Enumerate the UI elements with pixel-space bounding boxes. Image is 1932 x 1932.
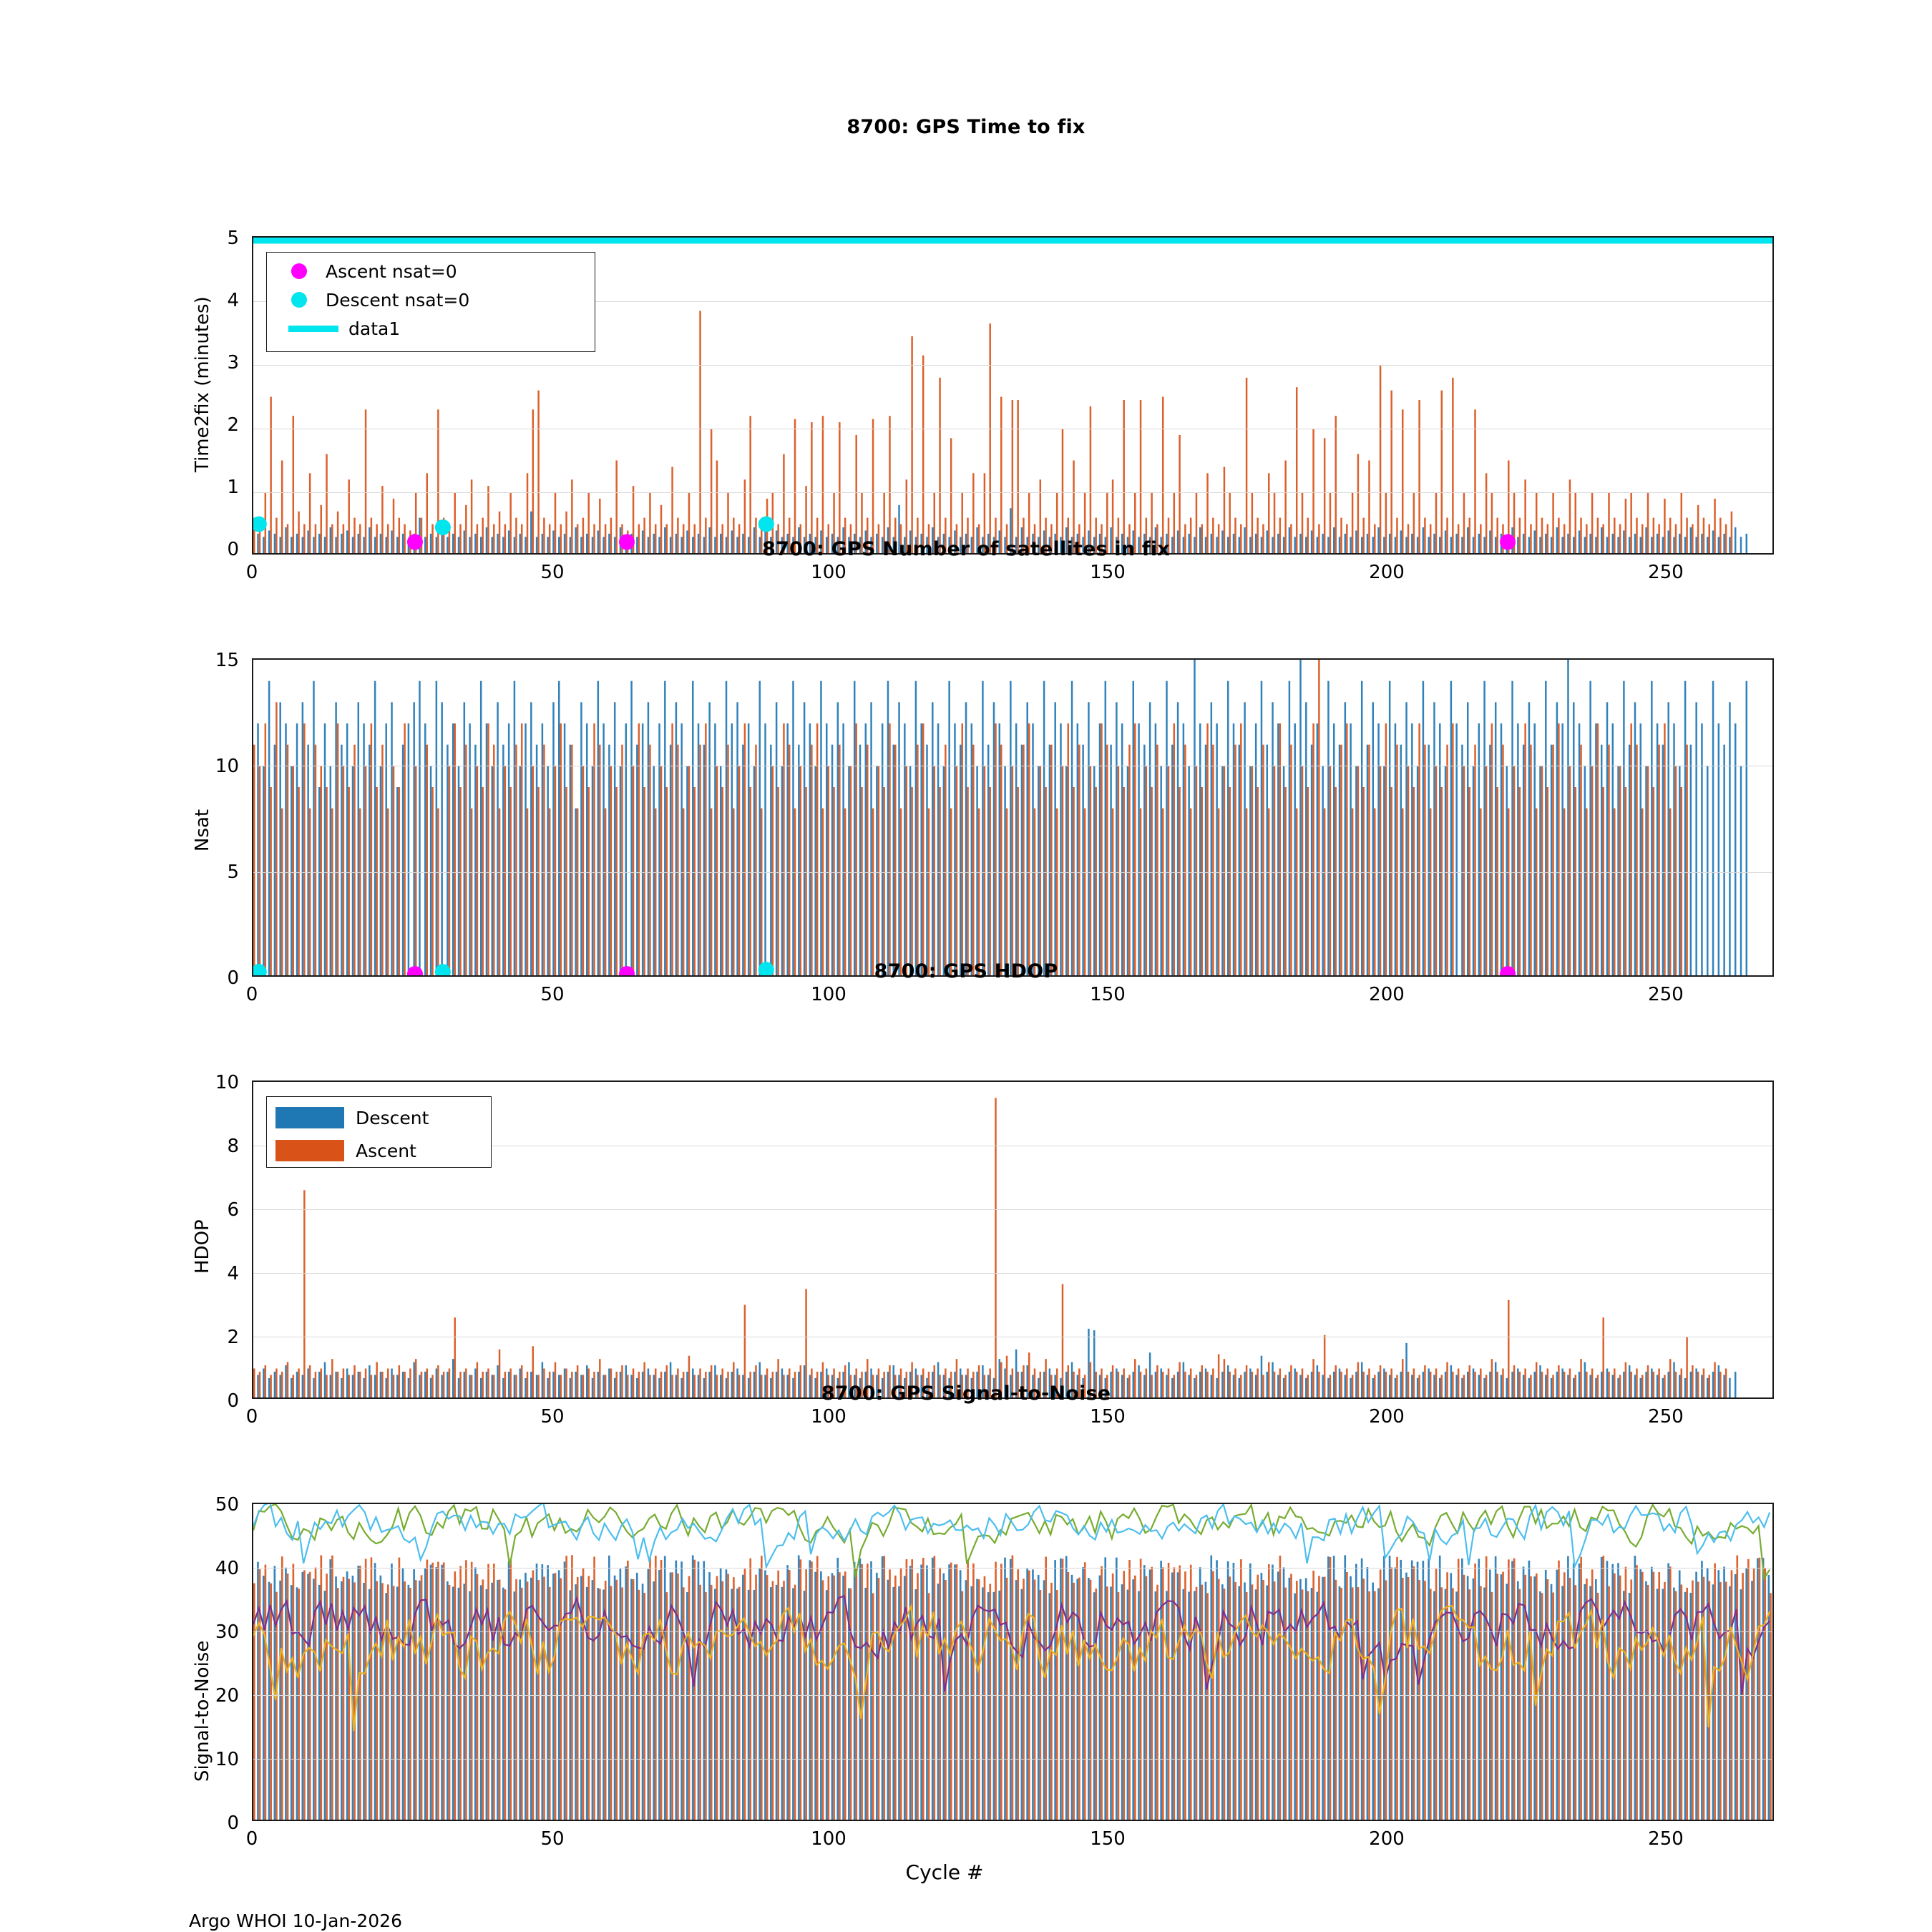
ytick-0-1: 1 <box>227 477 239 498</box>
xtick-1-200: 200 <box>1369 984 1405 1005</box>
ylabel-nsat: Nsat <box>192 809 213 852</box>
ytick-3-50: 50 <box>215 1494 239 1516</box>
xtick-2-50: 50 <box>540 1406 565 1428</box>
ylabel-time-to-fix: Time2fix (minutes) <box>192 296 213 472</box>
ytick-3-10: 10 <box>215 1749 239 1770</box>
magenta-dot-icon <box>291 263 307 279</box>
xtick-1-50: 50 <box>540 984 565 1005</box>
legend-item-descent-nsat0[interactable] <box>275 286 586 314</box>
plot-area-snr <box>253 1504 1774 1821</box>
cyan-dot-icon <box>291 292 307 308</box>
xtick-2-200: 200 <box>1369 1406 1405 1428</box>
legend-item-data1[interactable] <box>275 314 586 343</box>
xtick-1-150: 150 <box>1090 984 1126 1005</box>
ytick-0-3: 3 <box>227 352 239 374</box>
ytick-3-30: 30 <box>215 1621 239 1643</box>
xtick-0-100: 100 <box>811 562 847 583</box>
ytick-2-2: 2 <box>227 1327 239 1348</box>
legend-label-descent: Descent <box>356 1107 429 1128</box>
xtick-1-0: 0 <box>245 984 258 1005</box>
ytick-2-6: 6 <box>227 1199 239 1221</box>
legend-label-ascent: Ascent <box>356 1140 416 1161</box>
ytick-1-0: 0 <box>227 967 239 989</box>
legend-label-descent-nsat0: Descent nsat=0 <box>326 289 470 311</box>
ytick-1-5: 5 <box>227 862 239 883</box>
panel-snr <box>0 1367 1932 1884</box>
ytick-0-5: 5 <box>227 228 239 249</box>
ytick-2-10: 10 <box>215 1072 239 1093</box>
ytick-0-0: 0 <box>227 539 239 560</box>
xtick-0-200: 200 <box>1369 562 1405 583</box>
ytick-0-4: 4 <box>227 290 239 311</box>
xtick-3-250: 250 <box>1648 1828 1684 1850</box>
legend-item-ascent[interactable] <box>275 1134 482 1167</box>
ylabel-snr: Signal-to-Noise <box>192 1640 213 1782</box>
legend-label-data1: data1 <box>348 318 401 339</box>
xtick-1-250: 250 <box>1648 984 1684 1005</box>
xtick-0-250: 250 <box>1648 562 1684 583</box>
xtick-0-0: 0 <box>245 562 258 583</box>
xtick-3-100: 100 <box>811 1828 847 1850</box>
legend-item-descent[interactable] <box>275 1101 482 1134</box>
xtick-3-150: 150 <box>1090 1828 1126 1850</box>
legend-item-ascent-nsat0[interactable] <box>275 257 586 286</box>
ytick-0-2: 2 <box>227 414 239 436</box>
panel-title-hdop: 8700: GPS HDOP <box>874 960 1058 982</box>
ytick-2-4: 4 <box>227 1263 239 1284</box>
ylabel-hdop: HDOP <box>192 1219 213 1274</box>
ytick-3-40: 40 <box>215 1558 239 1579</box>
xtick-2-150: 150 <box>1090 1406 1126 1428</box>
xlabel-cycle: Cycle # <box>905 1860 984 1884</box>
plot-area-nsat <box>253 660 1774 977</box>
xtick-1-100: 100 <box>811 984 847 1005</box>
ytick-1-15: 15 <box>215 650 239 671</box>
figure-footer: Argo WHOI 10-Jan-2026 <box>189 1911 402 1931</box>
panel-title-time-to-fix: 8700: GPS Time to fix <box>847 116 1085 138</box>
ytick-3-0: 0 <box>227 1813 239 1834</box>
xtick-2-0: 0 <box>245 1406 258 1428</box>
ytick-1-10: 10 <box>215 756 239 777</box>
xtick-3-50: 50 <box>540 1828 565 1850</box>
xtick-0-150: 150 <box>1090 562 1126 583</box>
ytick-2-0: 0 <box>227 1390 239 1412</box>
cyan-line-icon <box>288 326 338 332</box>
axes-snr <box>252 1503 1774 1821</box>
xtick-3-200: 200 <box>1369 1828 1405 1850</box>
ytick-2-8: 8 <box>227 1136 239 1157</box>
ytick-3-20: 20 <box>215 1685 239 1707</box>
descent-color-swatch <box>275 1107 344 1128</box>
panel-title-nsat: 8700: GPS Number of satellites in fix <box>762 538 1170 560</box>
xtick-0-50: 50 <box>540 562 565 583</box>
xtick-2-250: 250 <box>1648 1406 1684 1428</box>
xtick-3-0: 0 <box>245 1828 258 1850</box>
legend-time-to-fix[interactable] <box>266 252 595 352</box>
axes-nsat <box>252 658 1774 977</box>
ascent-color-swatch <box>275 1140 344 1161</box>
xtick-2-100: 100 <box>811 1406 847 1428</box>
legend-label-ascent-nsat0: Ascent nsat=0 <box>326 260 457 282</box>
panel-title-snr: 8700: GPS Signal-to-Noise <box>821 1382 1111 1405</box>
legend-hdop[interactable] <box>266 1096 492 1168</box>
